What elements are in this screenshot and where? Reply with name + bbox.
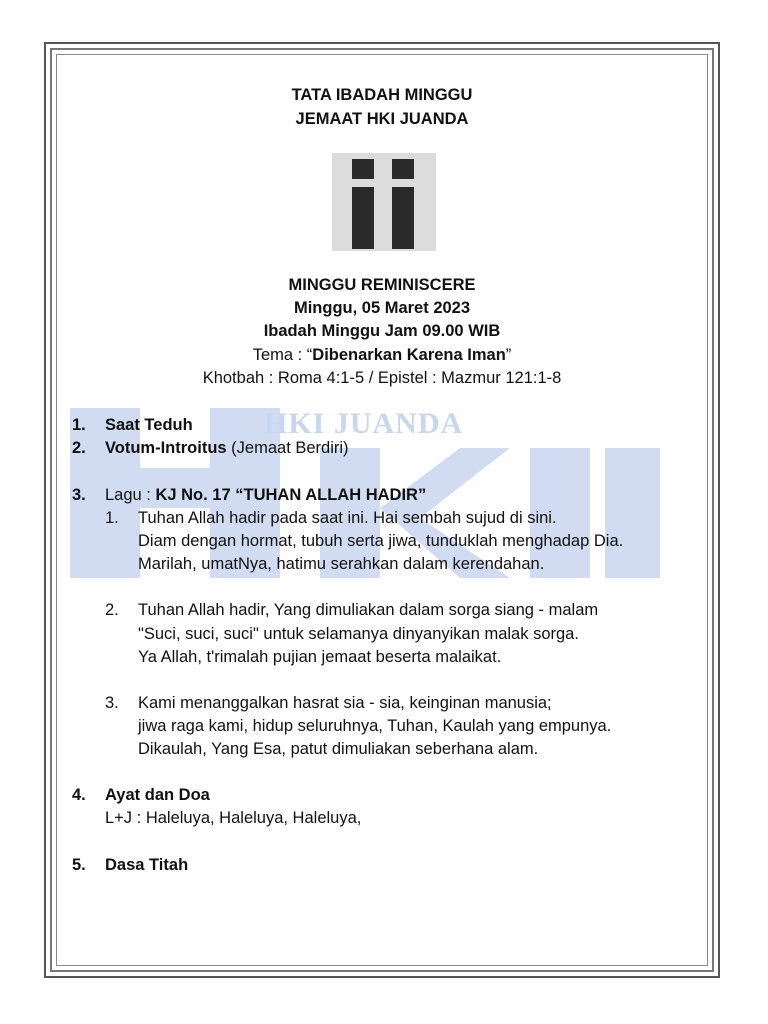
item-prefix: Lagu : xyxy=(105,486,156,504)
scripture-readings: Khotbah : Roma 4:1-5 / Epistel : Mazmur 121:1-8 xyxy=(202,369,562,387)
verse-line: Dikaulah, Yang Esa, patut dimuliakan seberhana alam. xyxy=(138,740,539,758)
item-number: 3. xyxy=(72,486,86,504)
church-logo-icon xyxy=(332,153,436,251)
item-title: Dasa Titah xyxy=(105,856,189,874)
item-title: Saat Teduh xyxy=(105,416,193,434)
sunday-name: MINGGU REMINISCERE xyxy=(288,276,476,294)
item-title: Ayat dan Doa xyxy=(105,786,210,804)
service-date: Minggu, 05 Maret 2023 xyxy=(293,299,471,317)
verse-line: "Suci, suci, suci" untuk selamanya dinyanyikan malak sorga. xyxy=(138,625,579,643)
verse-line: Ya Allah, t'rimalah pujian jemaat beserta malaikat. xyxy=(138,648,502,666)
verse-line: Marilah, umatNya, hatimu serahkan dalam kerendahan. xyxy=(138,555,545,573)
service-theme xyxy=(56,346,708,365)
item-number: 5. xyxy=(72,856,86,874)
item-number: 4. xyxy=(72,786,86,804)
item-note: (Jemaat Berdiri) xyxy=(226,439,349,457)
item-number: 2. xyxy=(72,439,86,457)
item-title: Votum-Introitus xyxy=(105,439,227,457)
verse-line: Tuhan Allah hadir, Yang dimuliakan dalam sorga siang - malam xyxy=(138,601,599,619)
document-title: TATA IBADAH MINGGU xyxy=(291,86,473,104)
item-response: L+J : Haleluya, Haleluya, Haleluya, xyxy=(105,809,362,827)
service-time: Ibadah Minggu Jam 09.00 WIB xyxy=(263,322,501,340)
theme-suffix: ” xyxy=(505,346,512,364)
verse-line: jiwa raga kami, hidup seluruhnya, Tuhan, Kaulah yang empunya. xyxy=(138,717,612,735)
item-votum xyxy=(105,439,349,458)
verse-number: 3. xyxy=(105,694,119,712)
verse-number: 2. xyxy=(105,601,119,619)
verse-line: Tuhan Allah hadir pada saat ini. Hai sembah sujud di sini. xyxy=(138,509,557,527)
verse-line: Kami menanggalkan hasrat sia - sia, keinginan manusia; xyxy=(138,694,552,712)
theme-prefix: Tema : “ xyxy=(252,346,313,364)
watermark-text: HKI JUANDA xyxy=(264,407,464,440)
verse-line: Diam dengan hormat, tubuh serta jiwa, tunduklah menghadap Dia. xyxy=(138,532,624,550)
item-song xyxy=(105,486,426,505)
theme-text: Dibenarkan Karena Iman xyxy=(312,346,506,364)
item-number: 1. xyxy=(72,416,86,434)
verse-number: 1. xyxy=(105,509,119,527)
church-name: JEMAAT HKI JUANDA xyxy=(295,110,469,128)
item-title: KJ No. 17 “TUHAN ALLAH HADIR” xyxy=(155,486,427,504)
